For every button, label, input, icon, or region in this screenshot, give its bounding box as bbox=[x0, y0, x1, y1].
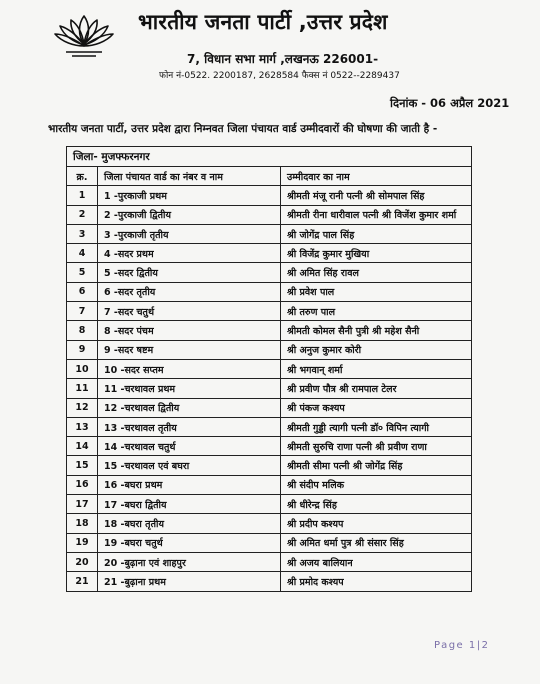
candidate-table bbox=[66, 146, 472, 592]
ward-cell: 13 -चरथावल तृतीय bbox=[98, 417, 281, 436]
table-row bbox=[67, 263, 472, 282]
serial-cell: 19 bbox=[67, 533, 98, 552]
table-row bbox=[67, 475, 472, 494]
ward-cell: 10 -सदर सप्तम bbox=[98, 359, 281, 378]
candidate-cell: श्री प्रमोद कश्यप bbox=[281, 572, 472, 591]
ward-cell: 11 -चरथावल प्रथम bbox=[98, 379, 281, 398]
serial-cell: 4 bbox=[67, 244, 98, 263]
ward-cell: 21 -बुढ़ाना प्रथम bbox=[98, 572, 281, 591]
candidate-cell: श्री प्रदीप कश्यप bbox=[281, 514, 472, 533]
table-row bbox=[67, 398, 472, 417]
serial-cell: 16 bbox=[67, 475, 98, 494]
serial-cell: 3 bbox=[67, 224, 98, 243]
table-row bbox=[67, 282, 472, 301]
serial-cell: 11 bbox=[67, 379, 98, 398]
candidate-cell: श्री जोगेंद्र पाल सिंह bbox=[281, 224, 472, 243]
ward-cell: 14 -चरथावल चतुर्थ bbox=[98, 437, 281, 456]
candidate-cell: श्री संदीप मलिक bbox=[281, 475, 472, 494]
table-row bbox=[67, 321, 472, 340]
table-row bbox=[67, 340, 472, 359]
serial-cell: 20 bbox=[67, 552, 98, 571]
serial-cell: 21 bbox=[67, 572, 98, 591]
serial-cell: 6 bbox=[67, 282, 98, 301]
ward-cell: 1 -पुरकाजी प्रथम bbox=[98, 186, 281, 205]
candidate-cell: श्री भगवान् शर्मा bbox=[281, 359, 472, 378]
serial-cell: 7 bbox=[67, 302, 98, 321]
table-row bbox=[67, 205, 472, 224]
announcement-text: भारतीय जनता पार्टी, उत्तर प्रदेश द्वारा निम्नवत जिला पंचायत वार्ड उम्मीदवारों की घोषणा की जाती है - bbox=[48, 123, 438, 135]
lotus-logo-icon bbox=[52, 12, 116, 60]
serial-cell: 12 bbox=[67, 398, 98, 417]
page-number: Page 1|2 bbox=[434, 640, 490, 651]
table-row bbox=[67, 495, 472, 514]
table-row bbox=[67, 572, 472, 591]
candidate-cell: श्री पंकज कश्यप bbox=[281, 398, 472, 417]
candidate-cell: श्रीमती कोमल सैनी पुत्री श्री महेश सैनी bbox=[281, 321, 472, 340]
serial-cell: 8 bbox=[67, 321, 98, 340]
ward-cell: 15 -चरथावल एवं बघरा bbox=[98, 456, 281, 475]
column-header-candidate: उम्मीदवार का नाम bbox=[281, 167, 472, 186]
table-row bbox=[67, 224, 472, 243]
serial-cell: 17 bbox=[67, 495, 98, 514]
district-row bbox=[67, 147, 472, 167]
ward-cell: 8 -सदर पंचम bbox=[98, 321, 281, 340]
candidate-cell: श्री विजेंद्र कुमार मुखिया bbox=[281, 244, 472, 263]
serial-cell: 5 bbox=[67, 263, 98, 282]
ward-cell: 18 -बघरा तृतीय bbox=[98, 514, 281, 533]
serial-cell: 18 bbox=[67, 514, 98, 533]
ward-cell: 3 -पुरकाजी तृतीय bbox=[98, 224, 281, 243]
table-row bbox=[67, 244, 472, 263]
table-row bbox=[67, 533, 472, 552]
candidate-cell: श्री धीरेन्द्र सिंह bbox=[281, 495, 472, 514]
table-row bbox=[67, 379, 472, 398]
candidate-cell: श्री प्रवीण पौत्र श्री रामपाल टेलर bbox=[281, 379, 472, 398]
table-header-row bbox=[67, 167, 472, 186]
party-phone-fax: फोन नं-0522. 2200187, 2628584 फैक्स नं 0522--2289437 bbox=[159, 71, 400, 81]
ward-cell: 12 -चरथावल द्वितीय bbox=[98, 398, 281, 417]
ward-cell: 7 -सदर चतुर्थ bbox=[98, 302, 281, 321]
ward-cell: 16 -बघरा प्रथम bbox=[98, 475, 281, 494]
candidate-cell: श्री अजय बालियान bbox=[281, 552, 472, 571]
table-row bbox=[67, 514, 472, 533]
district-label: जिला- मुजफ्फरनगर bbox=[67, 147, 472, 167]
document-date: दिनांक - 06 अप्रैल 2021 bbox=[390, 96, 510, 110]
serial-cell: 15 bbox=[67, 456, 98, 475]
column-header-serial: क्र. bbox=[67, 167, 98, 186]
candidate-cell: श्री अमित सिंह रावल bbox=[281, 263, 472, 282]
table-row bbox=[67, 359, 472, 378]
table-row bbox=[67, 437, 472, 456]
serial-cell: 2 bbox=[67, 205, 98, 224]
ward-cell: 20 -बुढ़ाना एवं शाहपुर bbox=[98, 552, 281, 571]
ward-cell: 5 -सदर द्वितीय bbox=[98, 263, 281, 282]
serial-cell: 1 bbox=[67, 186, 98, 205]
candidate-cell: श्रीमती सुरुचि राणा पत्नी श्री प्रवीण राणा bbox=[281, 437, 472, 456]
candidate-cell: श्री प्रवेश पाल bbox=[281, 282, 472, 301]
candidate-cell: श्रीमती मंजू रानी पत्नी श्री सोमपाल सिंह bbox=[281, 186, 472, 205]
candidate-cell: श्रीमती सीमा पत्नी श्री जोगेंद्र सिंह bbox=[281, 456, 472, 475]
party-title: भारतीय जनता पार्टी ,उत्तर प्रदेश bbox=[138, 10, 388, 34]
serial-cell: 13 bbox=[67, 417, 98, 436]
table-row bbox=[67, 552, 472, 571]
ward-cell: 19 -बघरा चतुर्थ bbox=[98, 533, 281, 552]
candidate-cell: श्रीमती गुड्डी त्यागी पत्नी डॉ० विपिन त्यागी bbox=[281, 417, 472, 436]
table-row bbox=[67, 186, 472, 205]
candidate-cell: श्रीमती रीना धारीवाल पत्नी श्री विजेंश कुमार शर्मा bbox=[281, 205, 472, 224]
ward-cell: 6 -सदर तृतीय bbox=[98, 282, 281, 301]
ward-cell: 2 -पुरकाजी द्वितीय bbox=[98, 205, 281, 224]
candidate-cell: श्री अमित धर्मा पुत्र श्री संसार सिंह bbox=[281, 533, 472, 552]
candidate-cell: श्री अनुज कुमार कोरी bbox=[281, 340, 472, 359]
party-address: 7, विधान सभा मार्ग ,लखनऊ 226001- bbox=[187, 52, 379, 66]
table-body bbox=[67, 186, 472, 591]
ward-cell: 4 -सदर प्रथम bbox=[98, 244, 281, 263]
serial-cell: 10 bbox=[67, 359, 98, 378]
table-row bbox=[67, 302, 472, 321]
serial-cell: 14 bbox=[67, 437, 98, 456]
ward-cell: 9 -सदर षष्टम bbox=[98, 340, 281, 359]
serial-cell: 9 bbox=[67, 340, 98, 359]
column-header-ward: जिला पंचायत वार्ड का नंबर व नाम bbox=[98, 167, 281, 186]
table-row bbox=[67, 456, 472, 475]
ward-cell: 17 -बघरा द्वितीय bbox=[98, 495, 281, 514]
candidate-cell: श्री तरुण पाल bbox=[281, 302, 472, 321]
table-row bbox=[67, 417, 472, 436]
